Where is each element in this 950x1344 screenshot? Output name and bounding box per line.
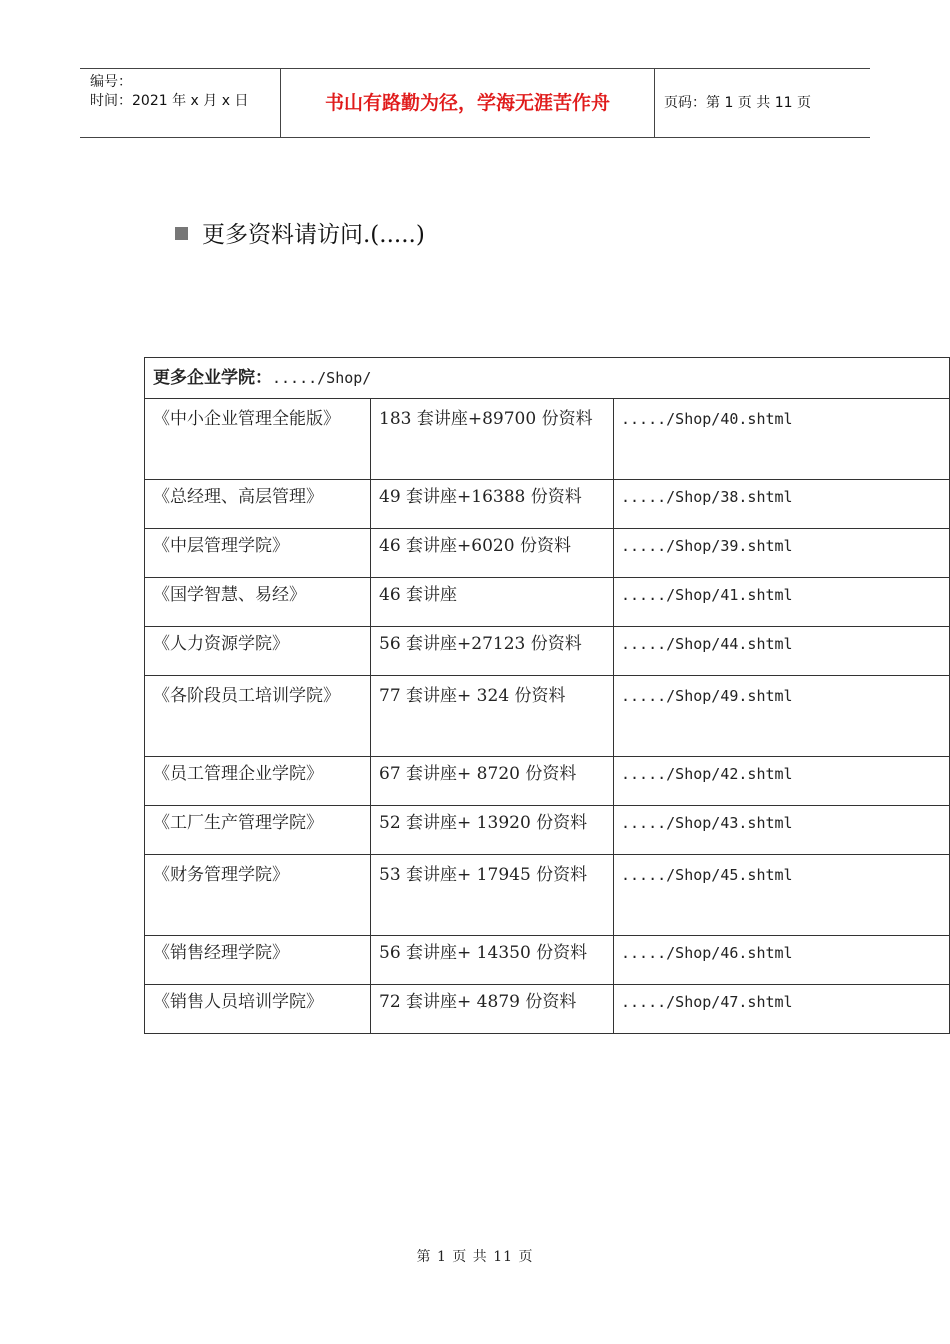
header-page-info: 页码：第 1 页 共 11 页 (664, 95, 811, 111)
table-row (145, 676, 950, 757)
resource-table (144, 357, 950, 1034)
table-row (145, 806, 950, 855)
bullet-text: 更多资料请访问.(.....) (202, 222, 425, 248)
course-content-cell: 183 套讲座+89700 份资料 (371, 399, 614, 480)
course-name-cell: 《国学智慧、易经》 (145, 578, 371, 627)
course-name-cell: 《人力资源学院》 (145, 627, 371, 676)
course-content-cell: 49 套讲座+16388 份资料 (371, 480, 614, 529)
course-content-cell: 72 套讲座+ 4879 份资料 (371, 985, 614, 1034)
course-name-cell: 《总经理、高层管理》 (145, 480, 371, 529)
course-url-cell[interactable]: ...../Shop/42.shtml (614, 757, 950, 806)
course-name-cell: 《中小企业管理全能版》 (145, 399, 371, 480)
course-url-cell[interactable]: ...../Shop/46.shtml (614, 936, 950, 985)
course-name-cell: 《销售人员培训学院》 (145, 985, 371, 1034)
course-name-cell: 《各阶段员工培训学院》 (145, 676, 371, 757)
table-row (145, 985, 950, 1034)
header-motto: 书山有路勤为径，学海无涯苦作舟 (281, 69, 655, 137)
table-title-label: 更多企业学院： (153, 368, 272, 388)
table-row (145, 529, 950, 578)
course-name-cell: 《财务管理学院》 (145, 855, 371, 936)
course-url-cell[interactable]: ...../Shop/45.shtml (614, 855, 950, 936)
table-row (145, 936, 950, 985)
header-meta (80, 69, 281, 137)
course-name-cell: 《员工管理企业学院》 (145, 757, 371, 806)
table-title-row (145, 358, 950, 399)
table-row (145, 627, 950, 676)
course-name-cell: 《销售经理学院》 (145, 936, 371, 985)
resource-table-body (145, 358, 950, 1034)
course-name-cell: 《中层管理学院》 (145, 529, 371, 578)
course-url-cell[interactable]: ...../Shop/49.shtml (614, 676, 950, 757)
course-content-cell: 46 套讲座 (371, 578, 614, 627)
course-content-cell: 53 套讲座+ 17945 份资料 (371, 855, 614, 936)
course-content-cell: 77 套讲座+ 324 份资料 (371, 676, 614, 757)
course-content-cell: 56 套讲座+ 14350 份资料 (371, 936, 614, 985)
table-row (145, 855, 950, 936)
page-footer: 第 1 页 共 11 页 (416, 1249, 534, 1265)
document-number-label: 编号： (90, 74, 132, 90)
table-row (145, 757, 950, 806)
course-url-cell[interactable]: ...../Shop/41.shtml (614, 578, 950, 627)
table-row (145, 480, 950, 529)
course-content-cell: 56 套讲座+27123 份资料 (371, 627, 614, 676)
course-content-cell: 46 套讲座+6020 份资料 (371, 529, 614, 578)
course-name-cell: 《工厂生产管理学院》 (145, 806, 371, 855)
document-time-label: 时间：2021 年 x 月 x 日 (90, 93, 249, 109)
course-url-cell[interactable]: ...../Shop/39.shtml (614, 529, 950, 578)
square-bullet-icon (175, 227, 188, 240)
table-title-cell (145, 358, 950, 399)
course-url-cell[interactable]: ...../Shop/38.shtml (614, 480, 950, 529)
table-row (145, 578, 950, 627)
page-header (80, 68, 870, 138)
course-url-cell[interactable]: ...../Shop/47.shtml (614, 985, 950, 1034)
table-row (145, 399, 950, 480)
course-url-cell[interactable]: ...../Shop/44.shtml (614, 627, 950, 676)
bullet-paragraph (175, 216, 425, 249)
course-content-cell: 52 套讲座+ 13920 份资料 (371, 806, 614, 855)
table-title-url[interactable]: ...../Shop/ (272, 369, 372, 387)
course-url-cell[interactable]: ...../Shop/40.shtml (614, 399, 950, 480)
course-url-cell[interactable]: ...../Shop/43.shtml (614, 806, 950, 855)
course-content-cell: 67 套讲座+ 8720 份资料 (371, 757, 614, 806)
